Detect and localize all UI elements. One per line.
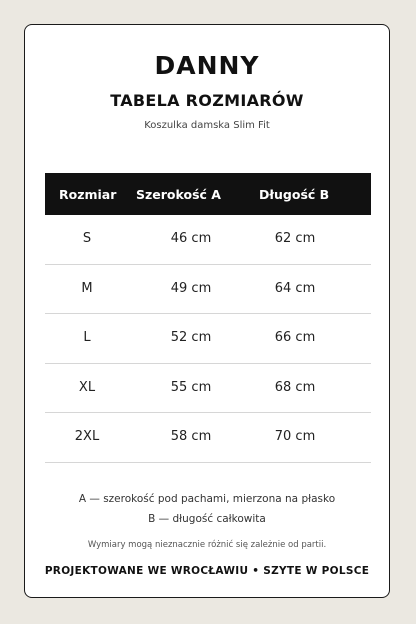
legend-a: A — szerokość pod pachami, mierzona na płasko [78, 493, 336, 505]
size-chart-card [24, 24, 390, 598]
cell-width: 46 cm [170, 231, 212, 246]
product-subtitle: Koszulka damska Slim Fit [144, 120, 270, 131]
header-width: Szerokość A [136, 186, 221, 202]
cell-length: 70 cm [274, 429, 316, 444]
cell-width: 58 cm [170, 429, 212, 444]
table-row [45, 314, 371, 364]
cell-width: 52 cm [170, 330, 212, 345]
table-row [45, 413, 371, 463]
table-header [45, 173, 371, 215]
brand-name: DANNY [154, 51, 260, 80]
cell-width: 55 cm [170, 379, 212, 395]
measurement-legend [25, 489, 389, 529]
size-table [45, 173, 371, 463]
cell-length: 66 cm [274, 330, 316, 345]
cell-size: XL [78, 379, 96, 395]
cell-size: S [82, 231, 92, 246]
disclaimer-note: Wymiary mogą nieznacznie różnić się zależnie od partii. [87, 540, 327, 550]
header-size: Rozmiar [59, 186, 117, 202]
table-row [45, 265, 371, 315]
cell-size: M [81, 280, 93, 296]
cell-length: 62 cm [274, 231, 316, 246]
cell-size: L [83, 330, 91, 345]
cell-length: 68 cm [274, 379, 316, 395]
header-length: Długość B [259, 186, 330, 202]
table-row [45, 215, 371, 265]
table-row [45, 364, 371, 414]
cell-size: 2XL [74, 429, 100, 444]
page-title: TABELA ROZMIARÓW [110, 91, 304, 110]
legend-b: B — długość całkowita [148, 513, 266, 525]
cell-length: 64 cm [274, 280, 316, 296]
footer-tagline: PROJEKTOWANE WE WROCŁAWIU • SZYTE W POLSCE [44, 565, 370, 577]
cell-width: 49 cm [170, 280, 212, 296]
